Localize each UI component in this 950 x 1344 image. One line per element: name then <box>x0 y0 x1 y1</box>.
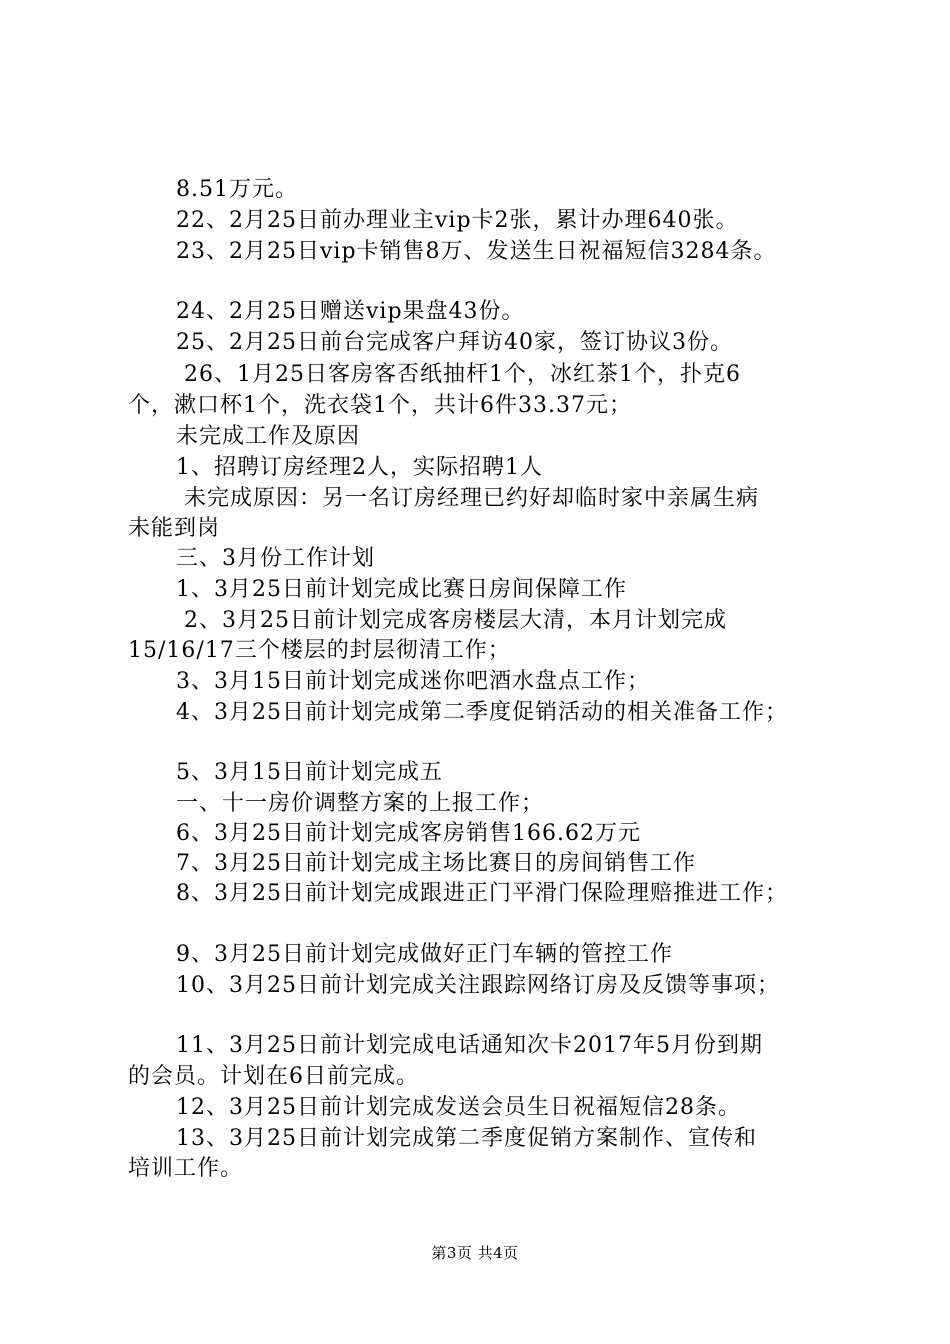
text-line: 8.51万元。 <box>176 177 298 202</box>
text-line: 23、2月25日vip卡销售8万、发送生日祝福短信3284条。 <box>176 239 777 264</box>
section-heading: 三、3月份工作计划 <box>176 546 375 571</box>
text-line: 11、3月25日前计划完成电话通知次卡2017年5月份到期 <box>176 1033 763 1058</box>
text-line: 未能到岗 <box>128 516 221 541</box>
text-line: 24、2月25日赠送vip果盘43份。 <box>176 299 525 324</box>
text-line: 4、3月25日前计划完成第二季度促销活动的相关准备工作； <box>176 700 788 725</box>
text-line: 5、3月15日前计划完成五 <box>176 760 443 785</box>
text-line: 的会员。计划在6日前完成。 <box>128 1064 419 1089</box>
text-line: 3、3月15日前计划完成迷你吧酒水盘点工作； <box>176 669 650 694</box>
text-line: 一、十一房价调整方案的上报工作； <box>176 791 545 816</box>
text-line: 7、3月25日前计划完成主场比赛日的房间销售工作 <box>176 851 696 876</box>
text-line: 9、3月25日前计划完成做好正门车辆的管控工作 <box>176 942 673 967</box>
text-line: 25、2月25日前台完成客户拜访40家，签订协议3份。 <box>176 330 733 355</box>
text-line: 10、3月25日前计划完成关注跟踪网络订房及反馈等事项； <box>176 973 780 998</box>
text-line: 1、3月25日前计划完成比赛日房间保障工作 <box>176 577 627 602</box>
text-line: 26、1月25日客房客否纸抽杆1个，冰红茶1个，扑克6 <box>184 362 741 387</box>
section-heading: 未完成工作及原因 <box>176 424 361 449</box>
text-line: 13、3月25日前计划完成第二季度促销方案制作、宣传和 <box>176 1126 757 1151</box>
text-line: 6、3月25日前计划完成客房销售166.62万元 <box>176 821 641 846</box>
text-line: 未完成原因：另一名订房经理已约好却临时家中亲属生病 <box>184 486 760 511</box>
text-line: 22、2月25日前办理业主vip卡2张，累计办理640张。 <box>176 208 739 233</box>
text-line: 8、3月25日前计划完成跟进正门平滑门保险理赔推进工作； <box>176 881 788 906</box>
text-line: 15/16/17三个楼层的封层彻清工作； <box>128 638 511 663</box>
text-line: 培训工作。 <box>128 1156 244 1181</box>
text-line: 2、3月25日前计划完成客房楼层大清，本月计划完成 <box>184 608 727 633</box>
page-number-footer: 第3页 共4页 <box>431 1244 519 1262</box>
text-line: 1、招聘订房经理2人，实际招聘1人 <box>176 455 543 480</box>
text-line: 个，漱口杯1个，洗衣袋1个，共计6件33.37元； <box>128 393 632 418</box>
text-line: 12、3月25日前计划完成发送会员生日祝福短信28条。 <box>176 1095 741 1120</box>
